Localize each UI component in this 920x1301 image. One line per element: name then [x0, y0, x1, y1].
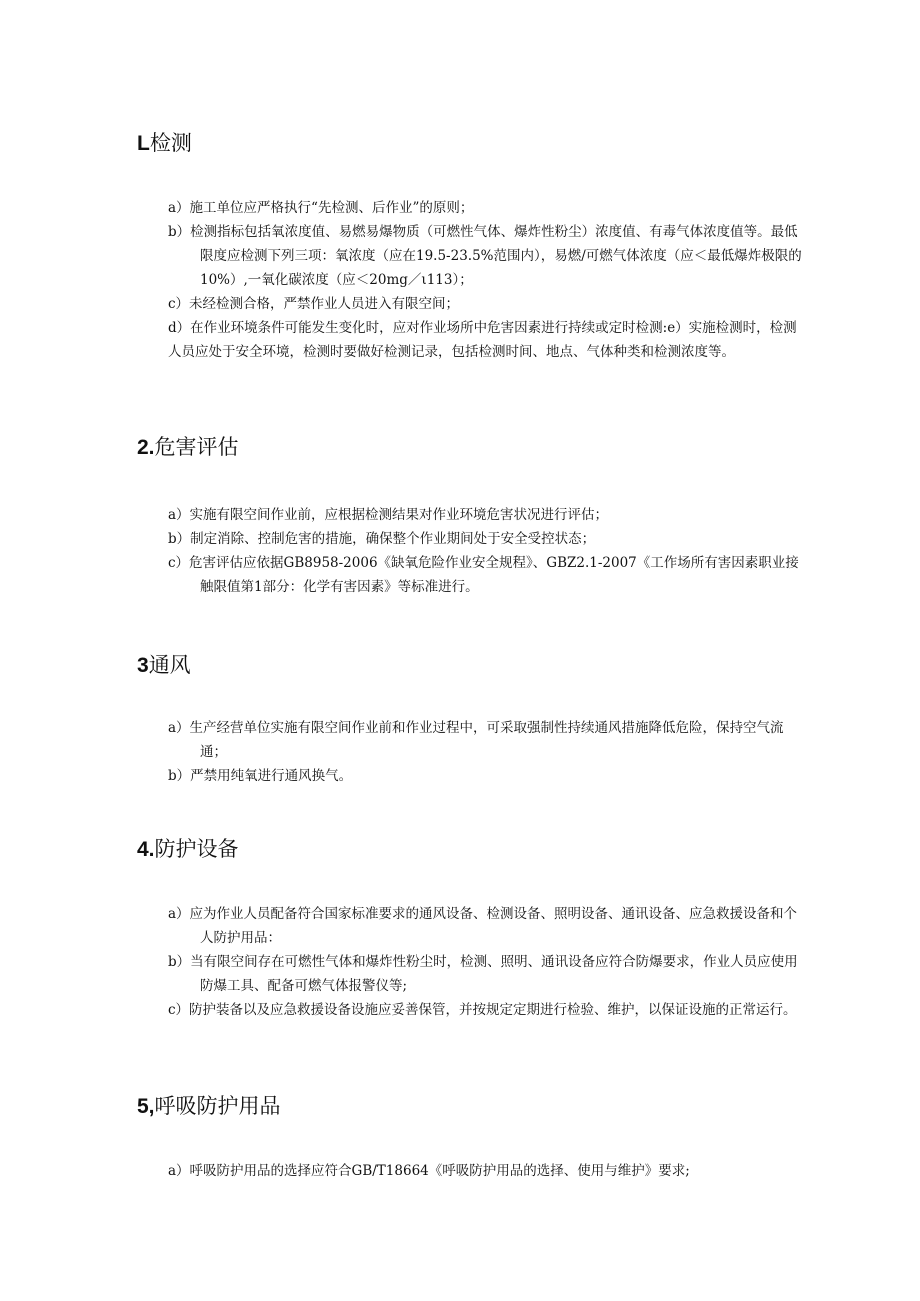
section-heading: [137, 835, 239, 864]
item-list: [168, 503, 808, 599]
list-item: b）制定消除、控制危害的措施，确保整个作业期间处于安全受控状态；: [168, 531, 596, 547]
item-list: [168, 196, 808, 364]
list-item: a）生产经营单位实施有限空间作业前和作业过程中，可采取强制性持续通风措施降低危险，保持空气流通；: [168, 720, 784, 760]
list-item: a）施工单位应严格执行“先检测、后作业”的原则；: [168, 200, 474, 216]
item-list: [168, 902, 808, 1022]
list-item: b）检测指标包括氧浓度值、易燃易爆物质（可燃性气体、爆炸性粉尘）浓度值、有毒气体浓度值等。最低限度应检测下列三项：氧浓度（应在19.5-23.5%范围内），易燃/可燃气体浓度（应＜最低爆炸极限的10%）,一氧化碳浓度（应＜20mg／ι113）；: [168, 224, 802, 288]
list-item: b）当有限空间存在可燃性气体和爆炸性粉尘时，检测、照明、通讯设备应符合防爆要求，作业人员应使用防爆工具、配备可燃气体报警仪等;: [168, 954, 798, 994]
section-title: 危害评估: [154, 435, 239, 459]
list-item: a）应为作业人员配备符合国家标准要求的通风设备、检测设备、照明设备、通讯设备、应急救援设备和个人防护用品：: [168, 906, 798, 946]
section-title: 通风: [148, 653, 191, 677]
list-item: a）呼吸防护用品的选择应符合GB/T18664《呼吸防护用品的选择、使用与维护》要求;: [168, 1163, 690, 1179]
section-heading: [137, 651, 191, 680]
list-item: c）危害评估应依据GB8958-2006《缺氧危险作业安全规程》、GBZ2.1-2007《工作场所有害因素职业接触限值第1部分：化学有害因素》等标准进行。: [168, 555, 799, 595]
section-heading: [137, 433, 239, 462]
list-item: c）防护装备以及应急救援设备设施应妥善保管，并按规定定期进行检验、维护，以保证设施的正常运行。: [168, 1002, 797, 1018]
section-title: 检测: [149, 131, 192, 155]
list-item: b）严禁用纯氧进行通风换气。: [168, 768, 353, 784]
section-number: 5,: [137, 1095, 155, 1118]
list-item: c）未经检测合格，严禁作业人员进入有限空间；: [168, 296, 460, 312]
list-item: a）实施有限空间作业前，应根据检测结果对作业环境危害状况进行评估；: [168, 507, 609, 523]
section-number: 4.: [137, 838, 155, 861]
section-number: 2.: [137, 436, 155, 459]
list-item: d）在作业环境条件可能发生变化时，应对作业场所中危害因素进行持续或定时检测:e）实施检测时，检测人员应处于安全环境，检测时要做好检测记录，包括检测时间、地点、气体种类和检测浓度等。: [168, 320, 797, 360]
section-title: 呼吸防护用品: [154, 1094, 281, 1118]
item-list: [168, 716, 808, 788]
section-number: L: [137, 132, 150, 155]
section-heading: [137, 1092, 281, 1121]
section-heading: [137, 129, 192, 158]
section-title: 防护设备: [154, 837, 239, 861]
item-list: [168, 1159, 808, 1183]
section-number: 3: [137, 654, 149, 677]
